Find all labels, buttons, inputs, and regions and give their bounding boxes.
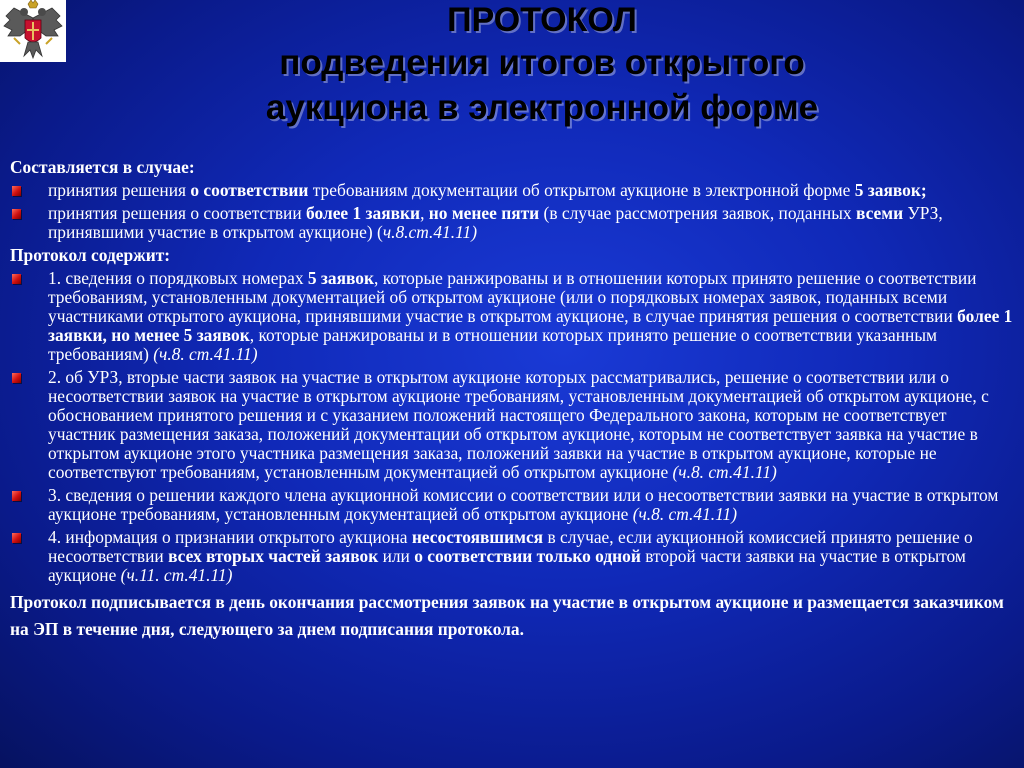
item-text: второй части заявки на участие в открытом аукционе: [48, 546, 966, 585]
item-emphasis: более 1 заявки: [306, 203, 421, 223]
bullet-icon: [12, 533, 21, 543]
item-text: 1. сведения о порядковых номерах: [48, 268, 308, 288]
item-text: УРЗ, принявшими участие в открытом аукционе) (: [48, 203, 943, 242]
footer-note: Протокол подписывается в день окончания рассмотрения заявок на участие в открытом аукционе и размещается заказчиком на ЭП в течение дня, следующего за днем подписания протокола.: [10, 592, 1004, 639]
law-reference: (ч.8. ст.41.11): [153, 344, 258, 364]
item-text: в случае, если аукционной комиссией принято решение о несоответствии: [48, 527, 973, 566]
item-text: , которые ранжированы и в отношении которых принято решение о соответствии указанным требованиям): [48, 325, 938, 364]
item-emphasis: о соответствии только одной: [414, 546, 641, 566]
item-emphasis: всеми: [855, 203, 904, 223]
item-text: 2. об УРЗ, вторые части заявок на участие в открытом аукционе которых рассматривались, решение о соответствии или о несоответствии заявок на участие в открытом аукционе требованиям, установленным документацией об открытом аукционе, с обоснованием принятого решения и с указанием положений настоящего Федерального закона, которым не соответствует участник размещения заказа, положений документации об открытом аукционе, которым не соответствует заявка на участие в открытом аукционе этого участника размещения заказа, положений заявки на участие в открытом аукционе, которые не соответствуют требованиям, установленным документацией об открытом аукционе: [48, 367, 989, 482]
eagle-emblem-icon: [0, 0, 66, 62]
item-emphasis: о соответствии: [190, 180, 309, 200]
list-item: [10, 181, 1016, 200]
law-reference: (ч.8. ст.41.11): [632, 504, 738, 524]
title-line-2: подведения итогов открытого: [279, 43, 805, 82]
item-text: 4. информация о признании открытого аукциона: [48, 527, 412, 547]
bullet-icon: [12, 209, 21, 219]
item-text: ,: [420, 203, 429, 223]
law-reference: (ч.11. ст.41.11): [120, 565, 233, 585]
bullet-icon: [12, 373, 21, 383]
item-text: принятия решения: [48, 180, 191, 200]
bullet-icon: [12, 186, 21, 196]
item-emphasis: 5 заявок: [307, 268, 374, 288]
list-item: [10, 368, 1016, 482]
list-item: [10, 486, 1016, 524]
slide-title: [70, 0, 1014, 130]
item-text: требованиям документации об открытом аукционе в электронной форме: [308, 180, 855, 200]
list-item: [10, 269, 1016, 364]
list-item: [10, 528, 1016, 585]
item-text: или: [378, 546, 415, 566]
item-text: 3. сведения о решении каждого члена аукционной комиссии о соответствии или о несоответствии заявки на участие в открытом аукционе требованиям, установленным документацией об открытом аукционе: [48, 485, 999, 524]
item-emphasis: 5 заявок;: [854, 180, 927, 200]
item-emphasis: но менее пяти: [428, 203, 540, 223]
list-item: [10, 204, 1016, 242]
item-emphasis: несостоявшимся: [411, 527, 544, 547]
bullet-icon: [12, 491, 21, 501]
title-line-3: аукциона в электронной форме: [265, 88, 819, 127]
item-text: принятия решения о соответствии: [48, 203, 307, 223]
title-line-1: ПРОТОКОЛ: [447, 1, 637, 39]
item-emphasis: более 1 заявки, но менее 5 заявок: [48, 306, 1013, 345]
item-text: (в случае рассмотрения заявок, поданных: [539, 203, 856, 223]
law-reference: (ч.8. ст.41.11): [672, 462, 777, 482]
item-text: , которые ранжированы и в отношении которых принято решение о соответствии требованиям, установленным документацией об открытом аукционе (или о порядковых номерах заявок, поданных всеми участниками открытого аукциона, принявшими участие в открытом аукционе, в случае принятия решения о соответствии: [48, 268, 977, 326]
law-reference: ч.8.ст.41.11): [382, 222, 477, 242]
slide-body: [10, 158, 1016, 643]
section-heading-case: Составляется в случае:: [10, 157, 195, 177]
section-heading-contents: Протокол содержит:: [10, 245, 171, 265]
bullet-icon: [12, 274, 21, 284]
item-emphasis: всех вторых частей заявок: [168, 546, 379, 566]
